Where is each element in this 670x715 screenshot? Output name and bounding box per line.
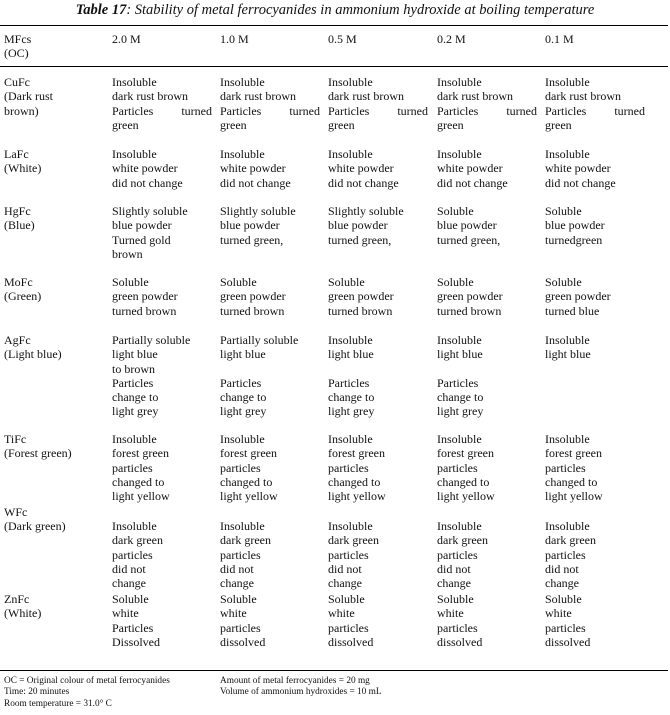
cell-line: Soluble [545, 275, 582, 289]
cell-line: green [112, 117, 139, 132]
cell-line: Slightly soluble [220, 204, 296, 218]
table-cell [112, 333, 216, 419]
cell-line: light yellow [112, 489, 170, 504]
table-cell [220, 275, 324, 318]
cell-line: particles [545, 460, 586, 475]
cell-line: light grey [437, 404, 484, 419]
cell-line: light blue [437, 347, 483, 362]
cell-line: Insoluble [328, 432, 373, 446]
cell-line: green powder [220, 289, 286, 304]
table-cell [112, 519, 216, 590]
cell-line: particles [437, 460, 478, 475]
cell-line: Insoluble [437, 75, 482, 89]
cell-line: change [112, 576, 146, 591]
row-label-line: (White) [4, 161, 42, 176]
cell-line: blue powder [437, 218, 497, 233]
row-label-line: TiFc [4, 432, 27, 446]
cell-line: light yellow [437, 489, 495, 504]
cell-line: dark green [220, 533, 271, 548]
cell-line: Soluble [437, 592, 474, 606]
table-cell [220, 204, 324, 247]
table-cell [328, 333, 432, 418]
cell-line: forest green [437, 446, 494, 461]
row-label [4, 333, 62, 362]
cell-line: green powder [328, 289, 394, 304]
cell-line: light grey [328, 404, 375, 419]
cell-line: particles [437, 547, 478, 562]
row-label [4, 432, 72, 461]
cell-line: Partially soluble [112, 333, 191, 347]
table-cell [437, 592, 541, 649]
cell-line: Slightly soluble [112, 204, 188, 218]
cell-line: forest green [112, 446, 169, 461]
cell-line: light grey [112, 404, 159, 419]
table-number: Table 17 [75, 2, 127, 18]
cell-line: white [437, 606, 464, 621]
cell-line: Insoluble [328, 333, 373, 347]
cell-line: dark green [545, 533, 596, 548]
table-cell [112, 147, 216, 190]
cell-line: green [220, 117, 247, 132]
row-label [4, 204, 35, 233]
cell-line: Insoluble [112, 519, 157, 533]
cell-line: light grey [220, 404, 267, 419]
table-cell [437, 147, 541, 190]
cell-line: Insoluble [545, 147, 590, 161]
cell-line: Insoluble [437, 432, 482, 446]
cell-line: light blue [220, 347, 266, 362]
cell-line: green [328, 117, 355, 132]
cell-line: particles [112, 460, 153, 475]
cell-line: Soluble [220, 275, 257, 289]
cell-line: did not change [545, 175, 616, 190]
row-label-line: (Blue) [4, 218, 35, 233]
cell-line: change [437, 576, 471, 591]
cell-line: blue powder [328, 218, 388, 233]
cell-line: green [545, 117, 572, 132]
cell-line: brown [112, 246, 143, 261]
table-cell [328, 432, 432, 503]
table-cell [220, 519, 324, 590]
cell-line: change [220, 576, 254, 591]
table-cell [328, 519, 432, 590]
table-cell [545, 204, 649, 247]
table-cell [545, 75, 649, 132]
cell-line: did not [328, 561, 362, 576]
table-cell [437, 432, 541, 503]
cell-line: Slightly soluble [328, 204, 404, 218]
header-mfcs-label: MFcs [4, 32, 32, 46]
cell-line: change to [328, 389, 375, 404]
table-caption: : Stability of metal ferrocyanides in ammonium hydroxide at boiling temperature [126, 2, 595, 18]
table-cell [545, 275, 649, 318]
table-cell [437, 333, 541, 418]
cell-line: turned brown [220, 303, 285, 318]
header-conc-2: 1.0 M [220, 32, 249, 46]
cell-line: white powder [220, 161, 286, 176]
cell-line: Particles [112, 375, 154, 390]
cell-line: particles [220, 547, 261, 562]
row-label-line: brown) [4, 103, 39, 118]
cell-line: change to [437, 389, 484, 404]
cell-line: particles [328, 460, 369, 475]
cell-line: Particles turned [112, 103, 212, 118]
table-cell [545, 432, 649, 503]
cell-line: white powder [328, 161, 394, 176]
cell-line: dark green [437, 533, 488, 548]
cell-line: white powder [545, 161, 611, 176]
table-title [0, 2, 670, 19]
cell-line: did not [545, 561, 579, 576]
cell-line: light blue [545, 347, 591, 362]
cell-line: Turned gold [112, 232, 171, 247]
cell-line: white [545, 606, 572, 621]
cell-line: blue powder [545, 218, 605, 233]
cell-line: Insoluble [220, 519, 265, 533]
cell-line: turned brown [328, 303, 393, 318]
cell-line: white [112, 606, 139, 621]
table-cell [328, 275, 432, 318]
row-label [4, 147, 41, 176]
table-cell [328, 147, 432, 190]
cell-line: light blue [112, 347, 158, 362]
cell-line: green powder [112, 289, 178, 304]
cell-line: turnedgreen [545, 232, 603, 247]
cell-line: change [328, 576, 362, 591]
note-room-temperature: Room temperature = 31.0° C [4, 698, 112, 709]
cell-line: Insoluble [112, 75, 157, 89]
cell-line: turned green, [328, 232, 392, 247]
cell-line: Particles turned [328, 103, 428, 118]
header-conc-4: 0.2 M [437, 32, 466, 46]
cell-line: Insoluble [220, 432, 265, 446]
table-cell [112, 204, 216, 261]
row-label-line: AgFc [4, 333, 31, 347]
table-cell [112, 75, 216, 132]
table-cell [328, 75, 432, 132]
cell-line: dissolved [328, 634, 374, 649]
cell-line: Particles turned [220, 103, 320, 118]
cell-line: dissolved [545, 634, 591, 649]
cell-line: Insoluble [437, 333, 482, 347]
notes-right [220, 676, 382, 699]
row-label-line: MoFc [4, 275, 33, 289]
cell-line: Insoluble [112, 432, 157, 446]
header-conc-1: 2.0 M [112, 32, 141, 46]
row-label-line: (Dark green) [4, 519, 66, 534]
cell-line: particles [437, 620, 478, 635]
note-oc: OC = Original colour of metal ferrocyanides [4, 676, 170, 686]
cell-line: turned blue [545, 303, 600, 318]
cell-spacer [328, 362, 432, 376]
header-oc-label: (OC) [4, 46, 29, 60]
cell-line: Insoluble [545, 333, 590, 347]
cell-line: Soluble [545, 204, 582, 218]
table-cell [437, 75, 541, 132]
cell-line: turned brown [437, 303, 502, 318]
header-mfcs [4, 32, 31, 60]
cell-line: light yellow [545, 489, 603, 504]
cell-line: Particles [112, 620, 154, 635]
cell-line: did not [112, 561, 146, 576]
cell-line: dissolved [437, 634, 483, 649]
notes-left [4, 676, 170, 710]
table-cell [545, 333, 649, 362]
row-label-line: WFc [4, 505, 28, 519]
row-label-line: LaFc [4, 147, 29, 161]
cell-line: turned green, [220, 232, 284, 247]
cell-line: light blue [328, 347, 374, 362]
cell-line: Soluble [328, 275, 365, 289]
cell-line: dark rust brown [112, 89, 188, 104]
cell-line: Particles [437, 375, 479, 390]
row-label-line: ZnFc [4, 592, 30, 606]
note-volume: Volume of ammonium hydroxides = 10 mL [220, 687, 382, 698]
cell-line: Insoluble [545, 432, 590, 446]
cell-line: did not [437, 561, 471, 576]
cell-line: Particles [220, 375, 262, 390]
cell-line: turned green, [437, 232, 501, 247]
row-label-line: (White) [4, 606, 42, 621]
table-cell [112, 592, 216, 649]
table-cell [545, 519, 649, 590]
cell-line: particles [328, 620, 369, 635]
table-cell [437, 275, 541, 318]
row-label-line: HgFc [4, 204, 31, 218]
cell-spacer [437, 362, 541, 376]
table-cell [220, 333, 324, 418]
cell-line: Insoluble [545, 519, 590, 533]
cell-line: particles [220, 620, 261, 635]
cell-line: changed to [220, 474, 273, 489]
cell-line: dark green [112, 533, 163, 548]
cell-line: to brown [112, 361, 155, 376]
cell-line: particles [545, 547, 586, 562]
cell-line: dissolved [220, 634, 266, 649]
cell-line: Insoluble [545, 75, 590, 89]
cell-line: forest green [220, 446, 277, 461]
cell-line: Soluble [328, 592, 365, 606]
row-label-line: (Dark rust [4, 89, 53, 104]
table-cell [220, 75, 324, 132]
top-rule [0, 25, 668, 26]
cell-line: white powder [112, 161, 178, 176]
bottom-rule [0, 670, 668, 671]
cell-line: did not change [112, 175, 183, 190]
cell-line: did not change [220, 175, 291, 190]
table-cell [545, 592, 649, 649]
cell-line: Soluble [220, 592, 257, 606]
table-cell [112, 275, 216, 318]
cell-line: Insoluble [220, 75, 265, 89]
row-label-line: (Light blue) [4, 347, 62, 362]
table-cell [220, 592, 324, 649]
cell-line: change to [112, 390, 159, 405]
cell-line: change [545, 576, 579, 591]
table-cell [545, 147, 649, 190]
cell-line: blue powder [112, 218, 172, 233]
cell-line: Soluble [545, 592, 582, 606]
cell-line: green powder [545, 289, 611, 304]
cell-line: dark green [328, 533, 379, 548]
cell-line: Insoluble [437, 519, 482, 533]
cell-line: Insoluble [328, 519, 373, 533]
cell-line: Particles [328, 375, 370, 390]
cell-line: Partially soluble [220, 333, 299, 347]
cell-line: changed to [437, 474, 490, 489]
cell-line: Soluble [437, 204, 474, 218]
cell-line: light yellow [220, 489, 278, 504]
cell-line: particles [112, 547, 153, 562]
note-time: Time: 20 minutes [4, 687, 70, 698]
table-cell [437, 204, 541, 247]
cell-line: green [437, 117, 464, 132]
cell-line: white powder [437, 161, 503, 176]
cell-line: changed to [112, 474, 165, 489]
cell-line: changed to [545, 474, 598, 489]
cell-line: particles [545, 620, 586, 635]
cell-line: change to [220, 389, 267, 404]
table-cell [328, 592, 432, 649]
cell-line: dark rust brown [437, 89, 513, 104]
cell-line: particles [328, 547, 369, 562]
table-cell [328, 204, 432, 247]
table-cell [437, 519, 541, 590]
row-label [4, 75, 53, 118]
cell-line: light yellow [328, 489, 386, 504]
cell-line: dark rust brown [220, 89, 296, 104]
cell-line: white [220, 606, 247, 621]
cell-line: did not change [328, 175, 399, 190]
cell-line: dark rust brown [545, 89, 621, 104]
cell-line: white [328, 606, 355, 621]
cell-line: Soluble [437, 275, 474, 289]
header-conc-5: 0.1 M [545, 32, 574, 46]
cell-line: Insoluble [328, 147, 373, 161]
cell-line: forest green [545, 446, 602, 461]
cell-line: particles [220, 460, 261, 475]
row-label-line: (Forest green) [4, 446, 72, 461]
cell-line: Particles turned [437, 103, 537, 118]
cell-line: changed to [328, 474, 381, 489]
cell-line: Particles turned [545, 103, 645, 118]
header-conc-3: 0.5 M [328, 32, 357, 46]
cell-line: did not change [437, 175, 508, 190]
row-label [4, 275, 41, 304]
cell-spacer [220, 362, 324, 376]
table-cell [112, 432, 216, 503]
row-label [4, 592, 41, 621]
cell-line: Insoluble [220, 147, 265, 161]
cell-line: Insoluble [437, 147, 482, 161]
cell-line: Insoluble [112, 147, 157, 161]
header-rule [0, 66, 668, 67]
cell-line: Soluble [112, 275, 149, 289]
cell-line: dark rust brown [328, 89, 404, 104]
cell-line: Insoluble [328, 75, 373, 89]
row-label-line: CuFc [4, 75, 31, 89]
cell-line: green powder [437, 289, 503, 304]
table-cell [220, 147, 324, 190]
row-label [4, 505, 66, 534]
row-label-line: (Green) [4, 289, 42, 304]
note-amount: Amount of metal ferrocyanides = 20 mg [220, 676, 370, 686]
cell-line: blue powder [220, 218, 280, 233]
cell-line: did not [220, 561, 254, 576]
cell-line: forest green [328, 446, 385, 461]
cell-line: Soluble [112, 592, 149, 606]
cell-line: turned brown [112, 303, 177, 318]
cell-line: Dissolved [112, 634, 160, 649]
table-cell [220, 432, 324, 503]
